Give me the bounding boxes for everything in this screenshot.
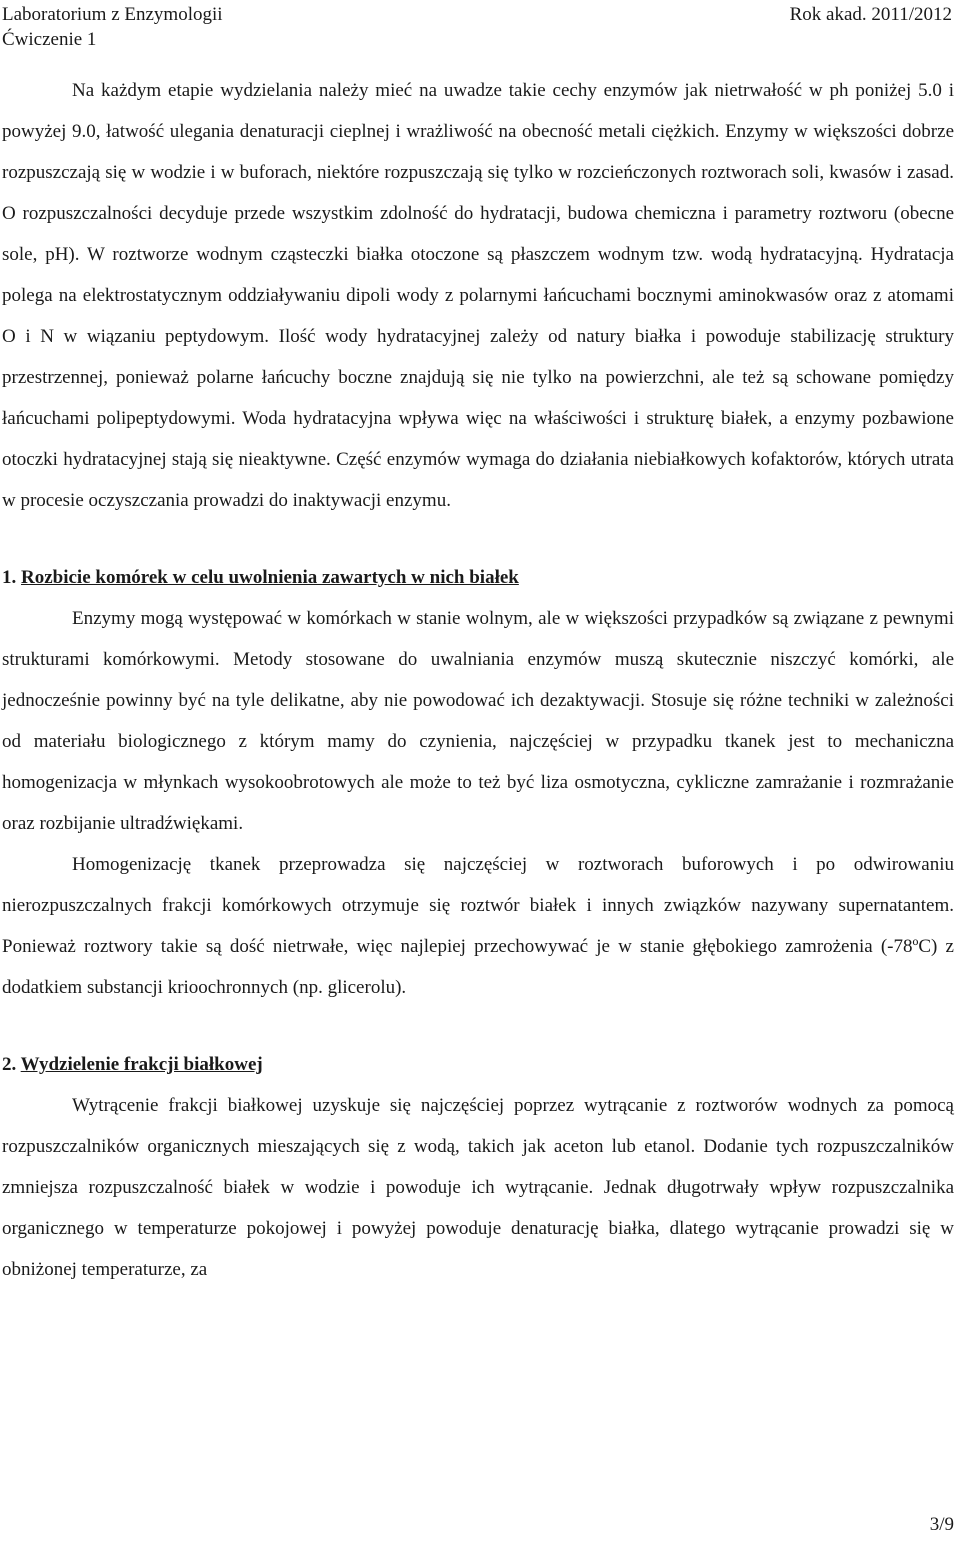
intro-paragraph: Na każdym etapie wydzielania należy mieć na uwadze takie cechy enzymów jak nietrwałość w ph poniżej 5.0 i powyżej 9.0, łatwość ulegania denaturacji cieplnej i wrażliwość na obecność metali ciężkich. Enzymy w większości dobrze rozpuszczają się w wodzie i w buforach, niektóre rozpuszczają się tylko w rozcieńczonych roztworach soli, kwasów i zasad. O rozpuszczalności decyduje przede wszystkim zdolność do hydratacji, budowa chemiczna i parametry roztworu (obecne sole, pH). W roztworze wodnym cząsteczki białka otoczone są płaszczem wodnym tzw. wodą hydratacyjną. Hydratacja polega na elektrostatycznym oddziaływaniu dipoli wody z polarnymi łańcuchami bocznymi aminokwasów oraz z atomami O i N w wiązaniu peptydowym. Ilość wody hydratacyjnej zależy od natury białka i powoduje stabilizację struktury przestrzennej, ponieważ polarne łańcuchy boczne znajdują się nie tylko na powierzchni, ale też są schowane pomiędzy łańcuchami polipeptydowymi. Woda hydratacyjna wpływa więc na właściwości i strukturę białek, a enzymy pozbawione otoczki hydratacyjnej stają się nieaktywne. Część enzymów wymaga do działania niebiałkowych kofaktorów, których utrata w procesie oczyszczania prowadzi do inaktywacji enzymu.	[2, 80, 954, 511]
section-2-number: 2.	[2, 1054, 17, 1075]
section-2-heading	[2, 1044, 954, 1085]
spacer	[2, 1008, 954, 1044]
section-1-heading	[2, 557, 954, 598]
section-1-number: 1.	[2, 567, 17, 588]
document-body	[2, 70, 954, 1290]
section-1-paragraph-2: Homogenizację tkanek przeprowadza się najczęściej w roztworach buforowych i po odwirowaniu nierozpuszczalnych frakcji komórkowych otrzymuje się roztwór białek i innych związków nazywany supernatantem. Ponieważ roztwory takie są dość nietrwałe, więc najlepiej przechowywać je w stanie głębokiego zamrożenia (-78ºC) z dodatkiem substancji krioochronnych (np. glicerolu).	[2, 854, 954, 998]
page-number: 3/9	[929, 1514, 954, 1535]
section-1-title: Rozbicie komórek w celu uwolnienia zawartych w nich białek	[21, 567, 519, 588]
academic-year: Rok akad. 2011/2012	[789, 4, 952, 25]
page-header	[2, 2, 952, 52]
spacer	[2, 521, 954, 557]
course-title: Laboratorium z Enzymologii	[2, 4, 223, 25]
section-2-title: Wydzielenie frakcji białkowej	[20, 1054, 263, 1075]
exercise-label: Ćwiczenie 1	[2, 29, 97, 50]
section-1-paragraph-1: Enzymy mogą występować w komórkach w stanie wolnym, ale w większości przypadków są związane z pewnymi strukturami komórkowymi. Metody stosowane do uwalniania enzymów muszą skutecznie niszczyć komórki, ale jednocześnie powinny być na tyle delikatne, aby nie powodować ich dezaktywacji. Stosuje się różne techniki w zależności od materiału biologicznego z którym mamy do czynienia, najczęściej w przypadku tkanek jest to mechaniczna homogenizacja w młynkach wysokoobrotowych ale może to też być liza osmotyczna, cykliczne zamrażanie i rozmrażanie oraz rozbijanie ultradźwiękami.	[2, 608, 954, 834]
section-2-paragraph-1: Wytrącenie frakcji białkowej uzyskuje się najczęściej poprzez wytrącanie z roztworów wodnych za pomocą rozpuszczalników organicznych mieszających się z wodą, takich jak aceton lub etanol. Dodanie tych rozpuszczalników zmniejsza rozpuszczalność białek w wodzie i powoduje ich wytrącanie. Jednak długotrwały wpływ rozpuszczalnika organicznego w temperaturze pokojowej i powyżej powoduje denaturację białka, dlatego wytrącanie prowadzi się w obniżonej temperaturze, za	[2, 1095, 954, 1280]
header-row	[2, 2, 952, 27]
